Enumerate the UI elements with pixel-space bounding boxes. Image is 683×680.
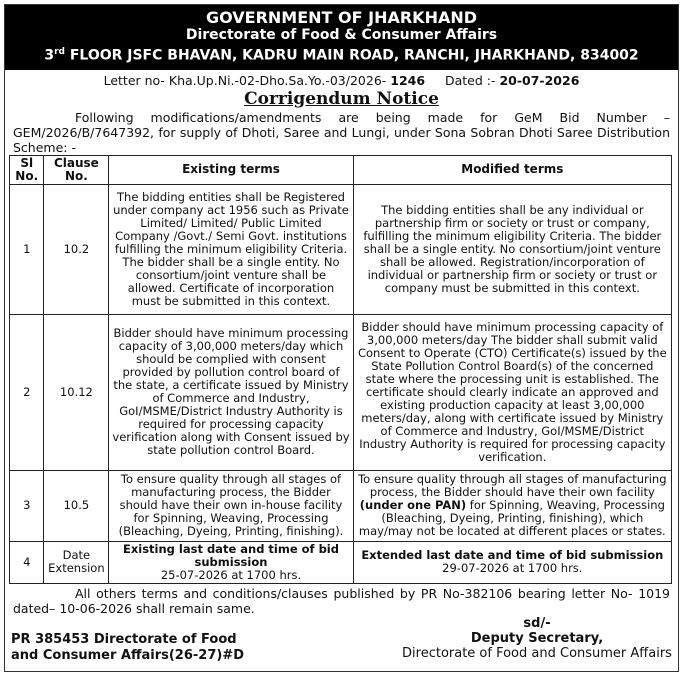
table-row [10,184,672,314]
cell-sl: 1 [10,184,44,314]
signatory-designation: Deputy Secretary, [470,630,604,646]
government-header [5,5,678,70]
corrigendum-page [4,4,679,672]
intro-paragraph: Following modifications/amendments are being made for GeM Bid Number – GEM/2026/B/7647392, for supply of Dhoti, Saree and Lungi, under Sona Sobran Dhoti Saree Distribution Scheme: - [13,109,670,155]
table-row [10,314,672,470]
cell-clause: 10.5 [44,470,109,541]
cell-modified: To ensure quality through all stages of manufacturing process, the Bidder should have their own facility (under one PAN) for Spinning, Weaving, Processing (Bleaching, Dyeing, Printing, finishing), which may/may not be located at different places or states. [353,470,671,541]
cell-modified: The bidding entities shall be any individual or partnership firm or society or trust or company, fulfilling the minimum eligibility Criteria. The bidder shall be a single entity. No consortium/joint venture shall be allowed. Registration/incorporation of individual or partnership firm or society or trust or company must be submitted in this context. [353,184,671,314]
cell-existing: To ensure quality through all stages of manufacturing process, the Bidder should have their own in-house facility for Spinning, Weaving, Processing (Bleaching, Dyeing, Printing, finishing). [109,470,353,541]
cell-sl: 2 [10,314,44,470]
cell-existing: Bidder should have minimum processing capacity of 3,00,000 meters/day which should be complied with consent provided by pollution control board of the state, a certificate issued by Ministry of Commerce and Industry, GoI/MSME/District Industry Authority is required for processing capacity verification along with Consent issued by state pollution control Board. [109,314,353,470]
cell-clause: 10.12 [44,314,109,470]
table-header-row [10,155,672,184]
signature-block [5,616,678,666]
header-existing-terms: Existing terms [109,155,353,184]
directorate-name: Directorate of Food & Consumer Affairs [185,27,498,43]
cell-existing: Existing last date and time of bid submission 25-07-2026 at 1700 hrs. [109,541,353,583]
cell-sl: 3 [10,470,44,541]
dated-label: Dated :- [444,72,496,88]
table-row [10,470,672,541]
office-address: 3rd FLOOR JSFC BHAVAN, KADRU MAIN ROAD, RANCHI, JHARKHAND, 834002 [44,47,639,64]
letter-reference [5,73,678,89]
cell-clause: 10.2 [44,184,109,314]
letter-number: 1246 [390,72,426,88]
header-modified-terms: Modified terms [353,155,671,184]
cell-modified: Bidder should have minimum processing capacity of 3,00,000 meters/day The bidder shall submit valid Consent to Operate (CTO) Certificate(s) issued by the State Pollution Control Board(s) of the concerned state where the processing unit is established. The certificate should clearly indicate an approved and existing production capacity at least 3,00,000 meters/day, along with certificate issued by Ministry of Commerce and Industry, GoI/MSME/District Industry Authority is required for processing capacity verification. [353,314,671,470]
signatory-office: Directorate of Food and Consumer Affairs [402,645,672,661]
cell-modified: Extended last date and time of bid submission 29-07-2026 at 1700 hrs. [353,541,671,583]
header-clause-no: Clause No. [44,155,109,184]
signed-mark: sd/- [523,615,551,631]
under-one-pan: (under one PAN) [359,498,467,513]
cell-clause: Date Extension [44,541,109,583]
government-name: GOVERNMENT OF JHARKHAND [205,8,478,27]
pr-number: PR 385453 Directorate of Food and Consumer Affairs(26-27)#D [11,631,244,663]
table-row [10,541,672,583]
letter-date: 20-07-2026 [499,72,580,88]
amendments-table [9,155,672,584]
letter-number-prefix: Letter no- Kha.Up.Ni.-02-Dho.Sa.Yo.-03/2026- [103,72,387,88]
cell-sl: 4 [10,541,44,583]
cell-existing: The bidding entities shall be Registered under company act 1956 such as Private Limited/ Limited/ Public Limited Company /Govt./ Semi Govt. institutions fulfilling the minimum eligibility Criteria. The bidder shall be a single entity. No consortium/joint venture shall be allowed. Certificate of incorporation must be submitted in this context. [109,184,353,314]
notice-title: Corrigendum Notice [244,88,439,109]
header-sl-no: Sl No. [10,155,44,184]
signatory [402,616,672,661]
other-terms-paragraph: All others terms and conditions/clauses published by PR No-382106 bearing letter No- 1019 dated– 10-06-2026 shall remain same. [13,585,670,616]
